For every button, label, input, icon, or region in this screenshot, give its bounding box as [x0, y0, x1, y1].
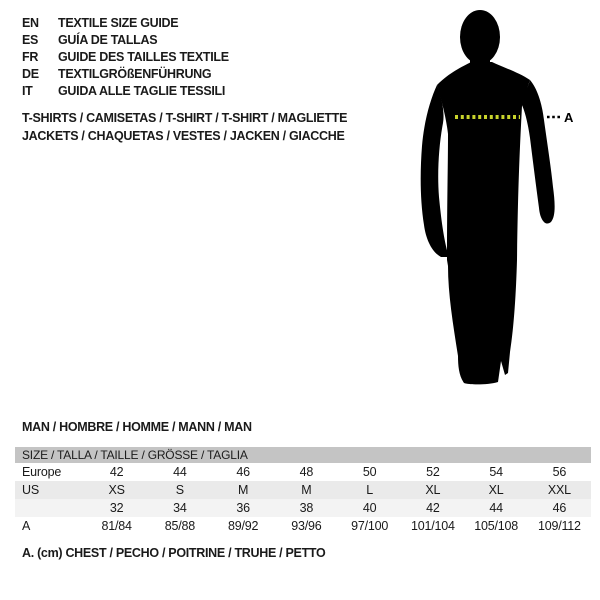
language-label: GUIDE DES TAILLES TEXTILE: [58, 50, 229, 64]
language-label: TEXTILGRÖßENFÜHRUNG: [58, 67, 212, 81]
table-cell: XXL: [547, 483, 571, 497]
table-cell: 38: [299, 501, 314, 515]
table-cell: 46: [236, 465, 250, 479]
table-row-chest-a: [15, 517, 591, 535]
table-cell: 36: [236, 501, 250, 515]
language-row-fr: [22, 49, 229, 66]
table-cell: 50: [362, 465, 377, 479]
footnote-chest-measure: A. (cm) CHEST / PECHO / POITRINE / TRUHE / PETTO: [22, 546, 326, 560]
table-cell: S: [175, 483, 184, 497]
table-cell: 34: [173, 501, 187, 515]
table-cell: 44: [173, 465, 187, 479]
language-label: GUIDA ALLE TAGLIE TESSILI: [58, 84, 226, 98]
silhouette-legs: [447, 260, 517, 384]
language-row-es: [22, 32, 229, 49]
table-cell: 48: [299, 465, 314, 479]
section-title-man: MAN / HOMBRE / HOMME / MANN / MAN: [22, 420, 252, 434]
table-cell: 42: [109, 465, 124, 479]
table-cell: 109/112: [537, 519, 581, 533]
table-cell: 81/84: [101, 519, 132, 533]
language-code: FR: [22, 50, 39, 64]
table-row-europe: [15, 463, 591, 481]
table-cell: XS: [108, 483, 125, 497]
table-cell: 101/104: [410, 519, 455, 533]
table-cell: 97/100: [351, 519, 389, 533]
table-cell: M: [301, 483, 312, 497]
size-table: [15, 447, 591, 535]
table-cell: 85/88: [164, 519, 196, 533]
language-row-de: [22, 66, 229, 83]
table-cell: 56: [552, 465, 567, 479]
language-row-en: [22, 15, 229, 32]
table-cell: 89/92: [227, 519, 259, 533]
product-line-tshirts: T-SHIRTS / CAMISETAS / T-SHIRT / T-SHIRT / MAGLIETTE: [22, 111, 348, 125]
language-code: EN: [22, 16, 39, 30]
man-silhouette: [408, 4, 588, 396]
row-label: [15, 499, 85, 517]
table-cell: 46: [552, 501, 567, 515]
table-cell: 105/108: [474, 519, 519, 533]
product-categories: [22, 110, 347, 145]
language-list: [22, 15, 229, 100]
language-code: ES: [22, 33, 39, 47]
table-cell: M: [238, 483, 249, 497]
table-cell: XL: [425, 483, 441, 497]
language-label: GUÍA DE TALLAS: [58, 33, 158, 47]
table-cell: L: [366, 483, 373, 497]
product-line-jackets: JACKETS / CHAQUETAS / VESTES / JACKEN / GIACCHE: [22, 128, 345, 143]
silhouette-torso: [437, 62, 530, 260]
table-row-alt-size: [15, 499, 591, 517]
table-cell: 42: [426, 501, 440, 515]
measure-label-a: A: [564, 110, 574, 125]
silhouette-right-arm: [520, 80, 555, 224]
language-row-it: [22, 83, 229, 100]
language-code: DE: [22, 67, 39, 81]
table-cell: 32: [109, 501, 124, 515]
language-label: TEXTILE SIZE GUIDE: [58, 16, 179, 30]
table-cell: 40: [362, 501, 377, 515]
row-label: Europe: [22, 465, 62, 479]
table-cell: 44: [489, 501, 503, 515]
table-cell: 54: [489, 465, 503, 479]
row-label: A: [22, 519, 31, 533]
language-code: IT: [22, 84, 33, 98]
size-table-header: SIZE / TALLA / TAILLE / GRÖSSE / TAGLIA: [15, 447, 591, 463]
row-label: US: [22, 483, 39, 497]
table-row-us: [15, 481, 591, 499]
table-cell: 93/96: [291, 519, 322, 533]
man-silhouette-figure: [408, 4, 588, 396]
table-cell: XL: [488, 483, 504, 497]
table-cell: 52: [426, 465, 440, 479]
